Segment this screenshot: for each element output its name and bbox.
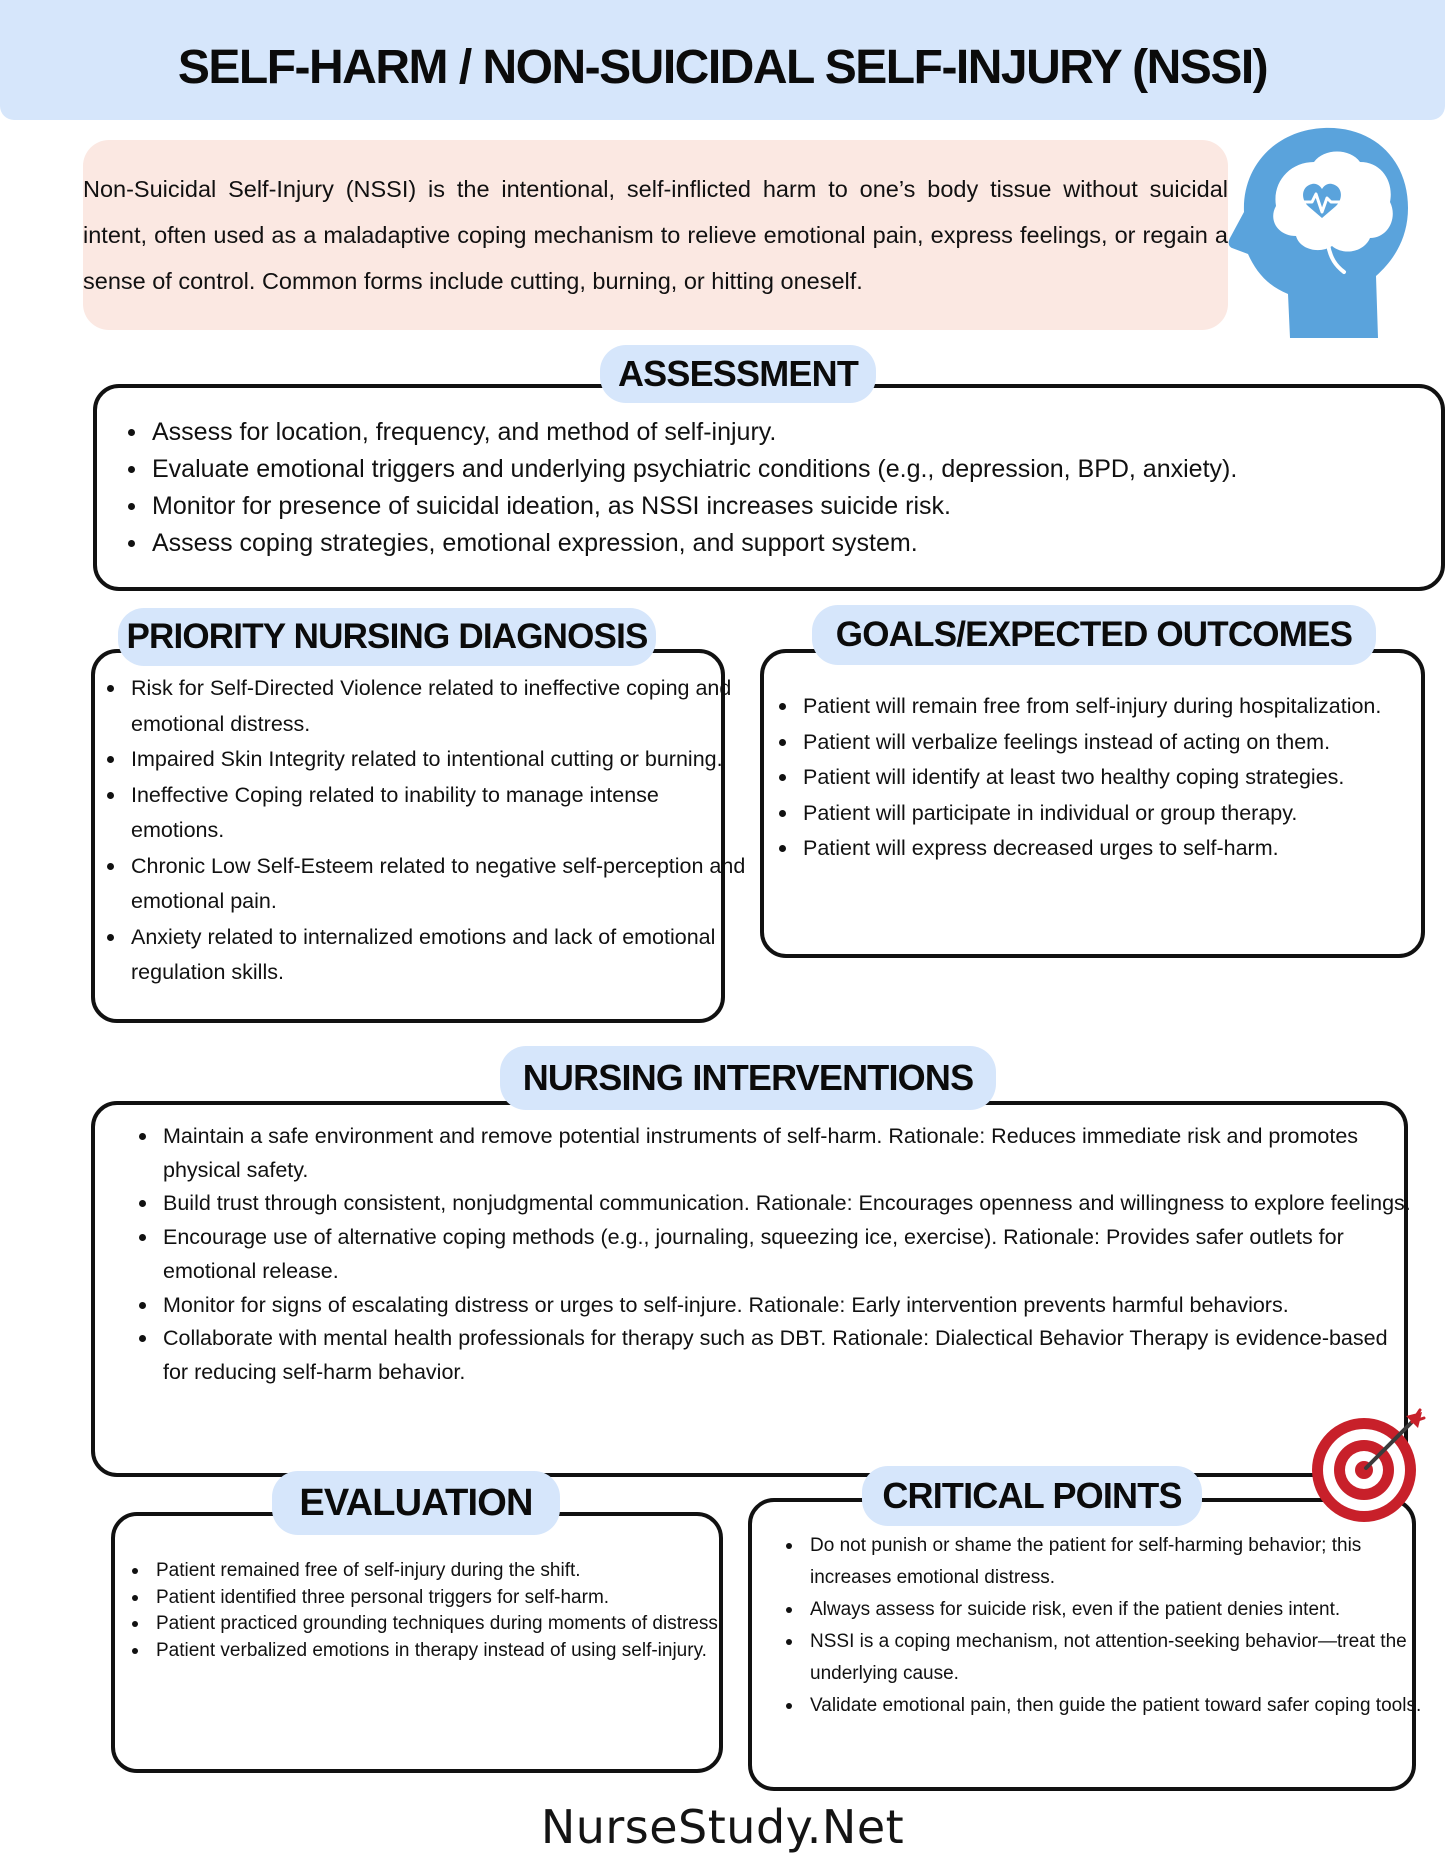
list-item: NSSI is a coping mechanism, not attention-seeking behavior—treat the underlying cause. xyxy=(810,1626,1430,1690)
list-item: Monitor for signs of escalating distress or urges to self-injure. Rationale: Early intervention prevents harmful behaviors. xyxy=(163,1289,1413,1323)
evaluation-list xyxy=(126,1558,746,1664)
list-item: Assess for location, frequency, and method of self-injury. xyxy=(152,414,1445,451)
intro-card xyxy=(83,140,1228,330)
list-item: Patient will participate in individual or group therapy. xyxy=(803,796,1445,832)
critical-points-list xyxy=(780,1530,1430,1722)
list-item: Patient practiced grounding techniques during moments of distress. xyxy=(156,1611,746,1638)
list-item: Chronic Low Self-Esteem related to negative self-perception and emotional pain. xyxy=(131,849,751,920)
list-item: Risk for Self-Directed Violence related to ineffective coping and emotional distress. xyxy=(131,671,751,742)
list-item: Monitor for presence of suicidal ideation, as NSSI increases suicide risk. xyxy=(152,488,1445,525)
list-item: Patient will remain free from self-injury during hospitalization. xyxy=(803,689,1445,725)
assessment-list xyxy=(122,414,1445,562)
interventions-list xyxy=(133,1120,1413,1390)
critical-points-heading: CRITICAL POINTS xyxy=(862,1466,1202,1526)
list-item: Validate emotional pain, then guide the patient toward safer coping tools. xyxy=(810,1690,1430,1722)
list-item: Patient will express decreased urges to self-harm. xyxy=(803,831,1445,867)
assessment-heading: ASSESSMENT xyxy=(600,345,876,403)
interventions-heading: NURSING INTERVENTIONS xyxy=(500,1046,996,1110)
list-item: Build trust through consistent, nonjudgmental communication. Rationale: Encourages openness and willingness to explore feelings. xyxy=(163,1187,1413,1221)
goals-heading: GOALS/EXPECTED OUTCOMES xyxy=(812,605,1376,665)
list-item: Impaired Skin Integrity related to intentional cutting or burning. xyxy=(131,742,751,778)
target-icon xyxy=(1308,1408,1426,1526)
list-item: Patient identified three personal triggers for self-harm. xyxy=(156,1585,746,1612)
list-item: Patient will verbalize feelings instead of acting on them. xyxy=(803,725,1445,761)
list-item: Encourage use of alternative coping methods (e.g., journaling, squeezing ice, exercise). Rationale: Provides safer outlets for emotional release. xyxy=(163,1221,1413,1288)
evaluation-heading: EVALUATION xyxy=(272,1471,560,1535)
list-item: Do not punish or shame the patient for self-harming behavior; this increases emotional distress. xyxy=(810,1530,1430,1594)
list-item: Ineffective Coping related to inability to manage intense emotions. xyxy=(131,778,751,849)
list-item: Always assess for suicide risk, even if the patient denies intent. xyxy=(810,1594,1430,1626)
list-item: Assess coping strategies, emotional expression, and support system. xyxy=(152,525,1445,562)
list-item: Patient will identify at least two healthy coping strategies. xyxy=(803,760,1445,796)
footer-brand: NurseStudy.Net xyxy=(540,1800,905,1854)
diagnosis-heading: PRIORITY NURSING DIAGNOSIS xyxy=(118,608,656,666)
diagnosis-list xyxy=(101,671,751,991)
list-item: Patient verbalized emotions in therapy instead of using self-injury. xyxy=(156,1638,746,1665)
list-item: Anxiety related to internalized emotions and lack of emotional regulation skills. xyxy=(131,920,751,991)
list-item: Evaluate emotional triggers and underlying psychiatric conditions (e.g., depression, BPD, anxiety). xyxy=(152,451,1445,488)
head-brain-heart-icon xyxy=(1228,126,1410,338)
intro-text: Non-Suicidal Self-Injury (NSSI) is the intentional, self-inflicted harm to one’s body tissue without suicidal intent, often used as a maladaptive coping mechanism to relieve emotional pain, express feelings, or regain a sense of control. Common forms include cutting, burning, or hitting oneself. xyxy=(83,176,1228,294)
page-title: SELF-HARM / NON-SUICIDAL SELF-INJURY (NSSI) xyxy=(177,41,1268,94)
list-item: Maintain a safe environment and remove potential instruments of self-harm. Rationale: Reduces immediate risk and promotes physical safety. xyxy=(163,1120,1413,1187)
list-item: Patient remained free of self-injury during the shift. xyxy=(156,1558,746,1585)
goals-list xyxy=(773,689,1445,867)
list-item: Collaborate with mental health professionals for therapy such as DBT. Rationale: Dialectical Behavior Therapy is evidence-based for reducing self-harm behavior. xyxy=(163,1322,1413,1389)
